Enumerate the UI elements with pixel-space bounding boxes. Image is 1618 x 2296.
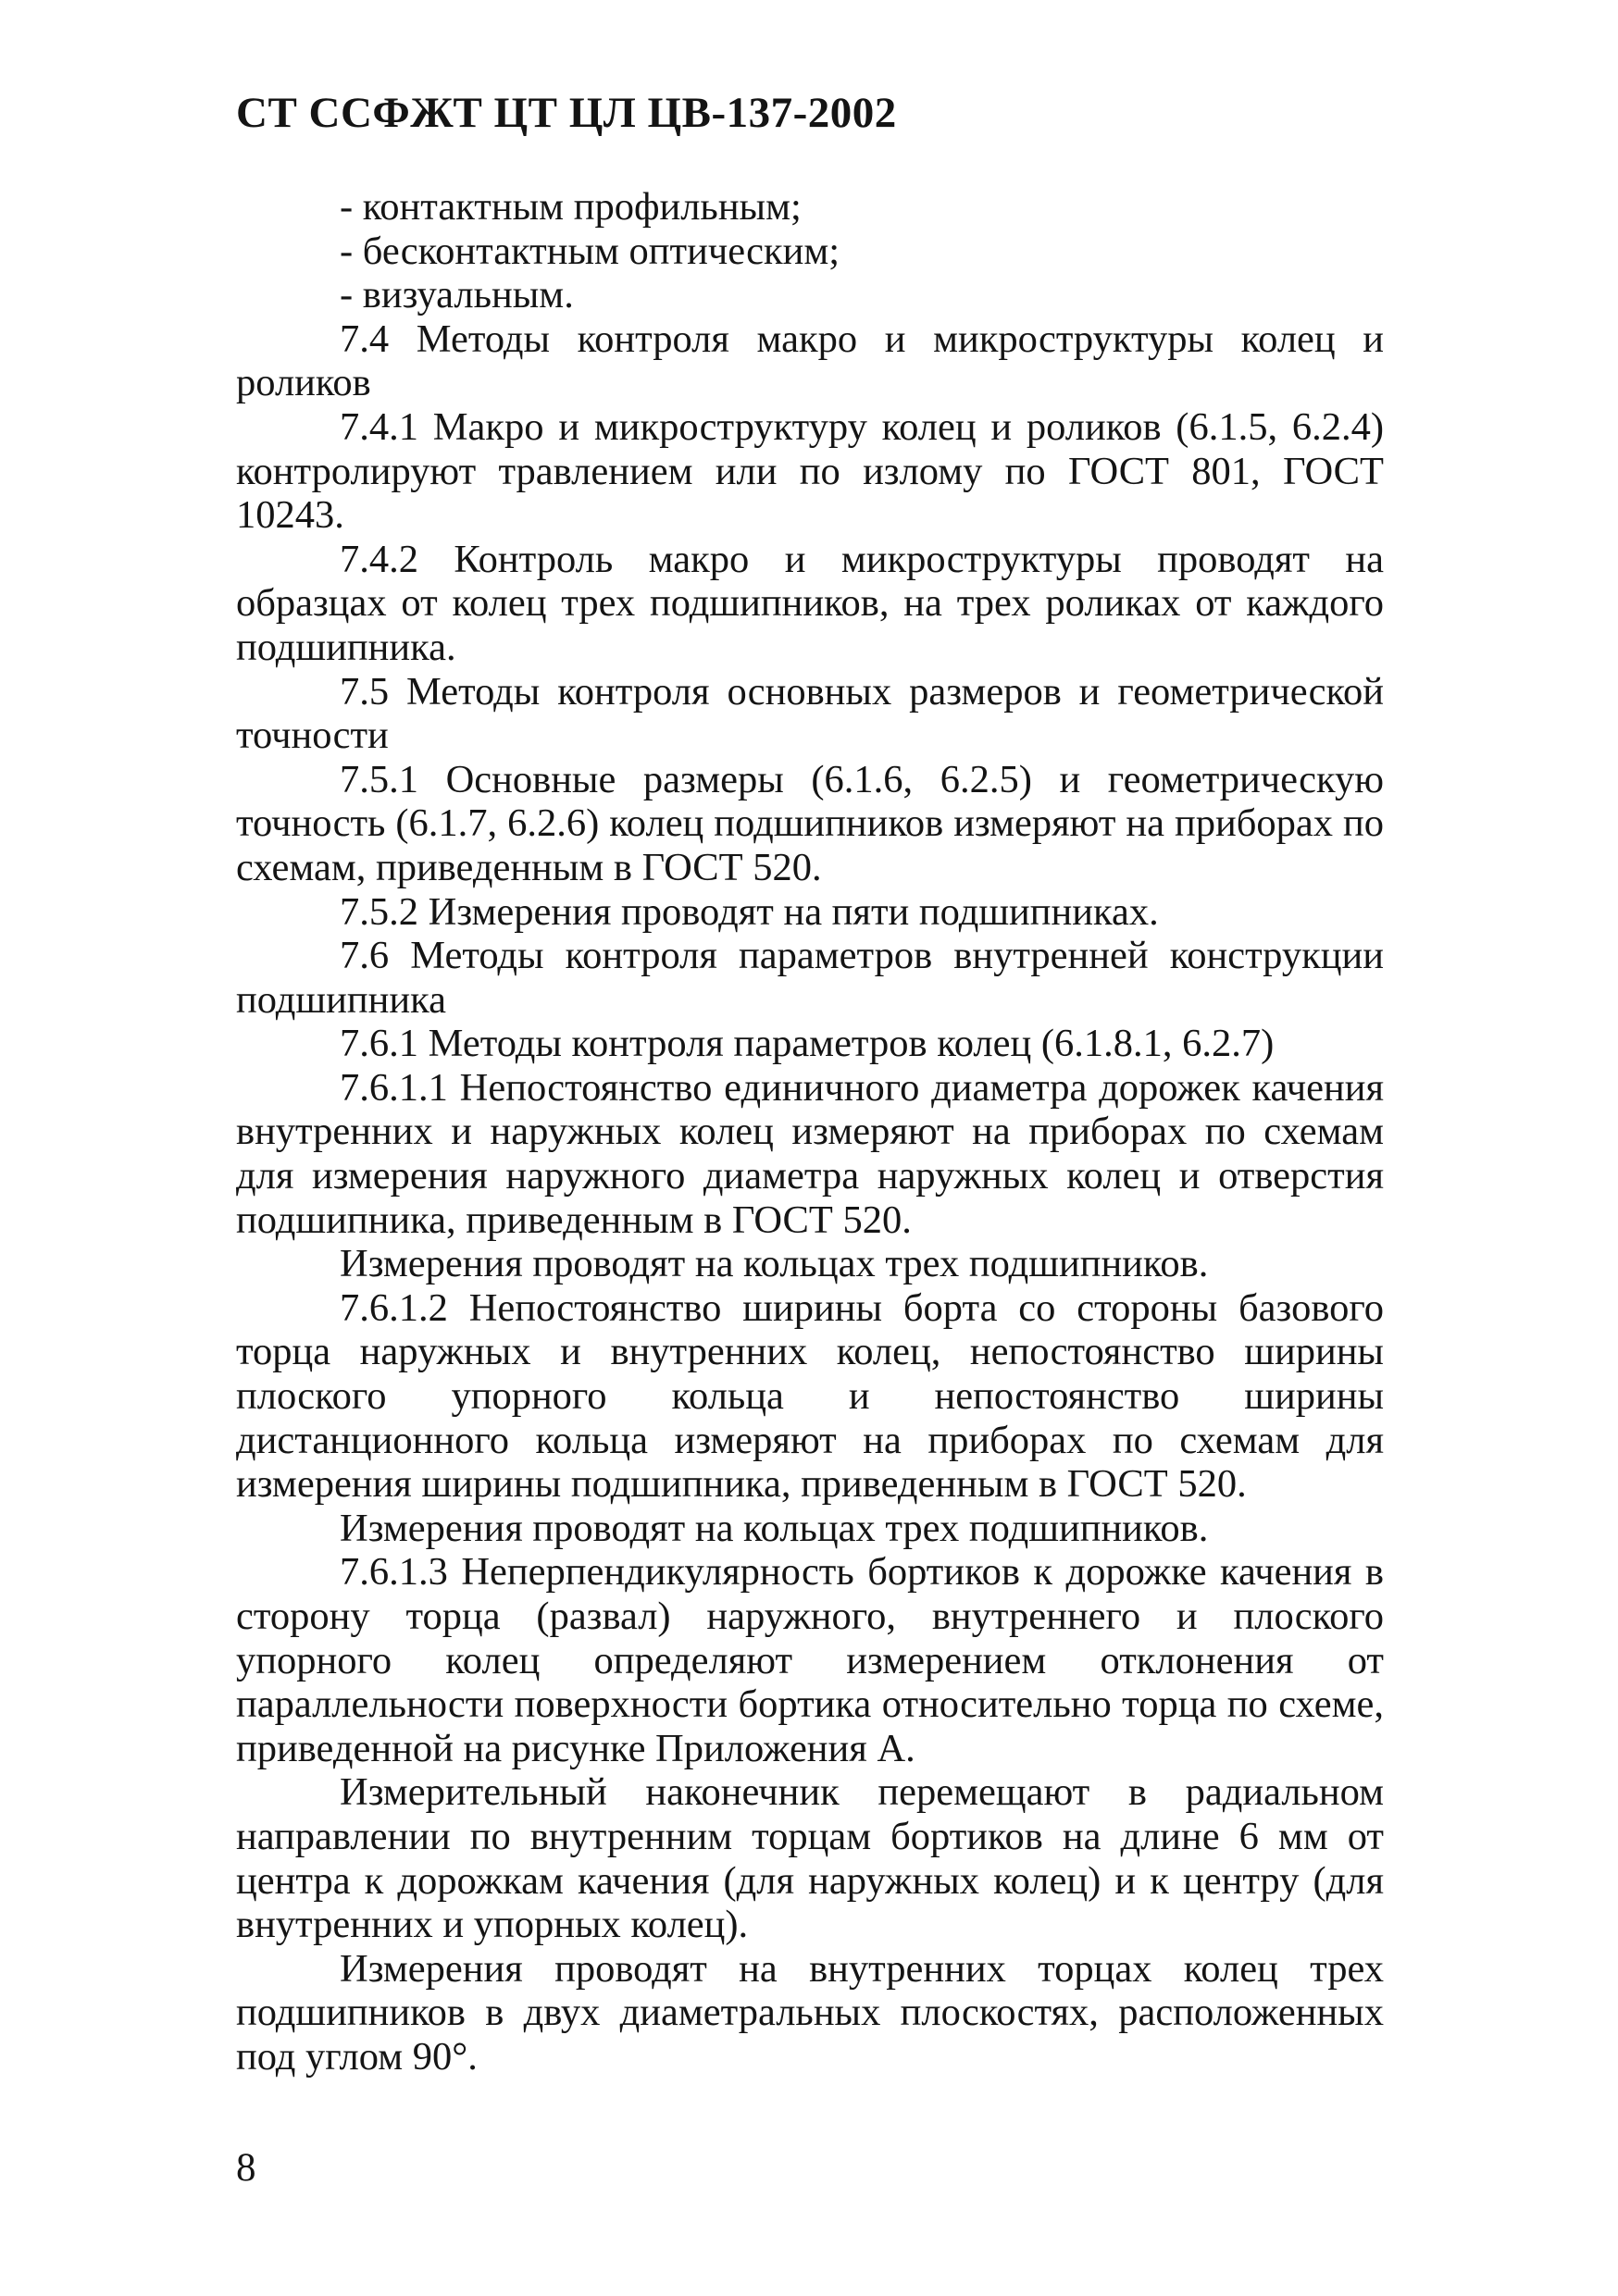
paragraph-7-5-2: 7.5.2 Измерения проводят на пяти подшипниках. [340,889,1159,934]
paragraph-probe-movement: Измерительный наконечник перемещают в радиальном направлении по внутренним торцам бортиков на длине 6 мм от центра к дорожкам качения (для наружных колец) и к центру (для внутренних и упорных колец). [236,1770,1384,1947]
paragraph-measurement-planes: Измерения проводят на внутренних торцах колец трех подшипников в двух диаметральных плоскостях, расположенных под углом 90°. [236,1946,1384,2079]
page-number: 8 [236,2146,256,2190]
paragraph-measurement-note: Измерения проводят на кольцах трех подшипников. [340,1506,1209,1550]
paragraph-7-4-2: 7.4.2 Контроль макро и микроструктуры проводят на образцах от колец трех подшипников, на трех роликах от каждого подшипника. [236,537,1384,669]
section-heading-7-4: 7.4 Методы контроля макро и микроструктуры колец и роликов [236,316,1384,405]
paragraph-7-6-1-1: 7.6.1.1 Непостоянство единичного диаметра дорожек качения внутренних и наружных колец измеряют на приборах по схемам для измерения наружного диаметра наружных колец и отверстия подшипника, приведенным в ГОСТ 520. [236,1065,1384,1242]
document-code-header: СТ ССФЖТ ЦТ ЦЛ ЦВ-137-2002 [236,89,897,137]
section-heading-7-6: 7.6 Методы контроля параметров внутренней конструкции подшипника [236,934,1384,1022]
body-text [236,185,1384,2079]
section-heading-7-5: 7.5 Методы контроля основных размеров и геометрической точности [236,669,1384,758]
paragraph-7-6-1-2: 7.6.1.2 Непостоянство ширины борта со стороны базового торца наружных и внутренних колец, непостоянство ширины плоского упорного кольца и непостоянство ширины дистанционного кольца измеряют на приборах по схемам для измерения ширины подшипника, приведенным в ГОСТ 520. [236,1285,1384,1507]
list-item: - контактным профильным; [340,185,802,229]
paragraph-7-6-1-3: 7.6.1.3 Неперпендикулярность бортиков к дорожке качения в сторону торца (развал) наружного, внутреннего и плоского упорного колец определяют измерением отклонения от параллельности поверхности бортика относительно торца по схеме, приведенной на рисунке Приложения А. [236,1550,1384,1770]
list-item: - визуальным. [340,273,574,317]
paragraph-7-4-1: 7.4.1 Макро и микроструктуру колец и роликов (6.1.5, 6.2.4) контролируют травлением или по излому по ГОСТ 801, ГОСТ 10243. [236,404,1384,538]
paragraph-measurement-note: Измерения проводят на кольцах трех подшипников. [340,1242,1209,1286]
list-item: - бесконтактным оптическим; [340,229,840,273]
paragraph-7-5-1: 7.5.1 Основные размеры (6.1.6, 6.2.5) и геометрическую точность (6.1.7, 6.2.6) колец подшипников измеряют на приборах по схемам, приведенным в ГОСТ 520. [236,757,1384,889]
paragraph-7-6-1: 7.6.1 Методы контроля параметров колец (6.1.8.1, 6.2.7) [340,1022,1275,1066]
